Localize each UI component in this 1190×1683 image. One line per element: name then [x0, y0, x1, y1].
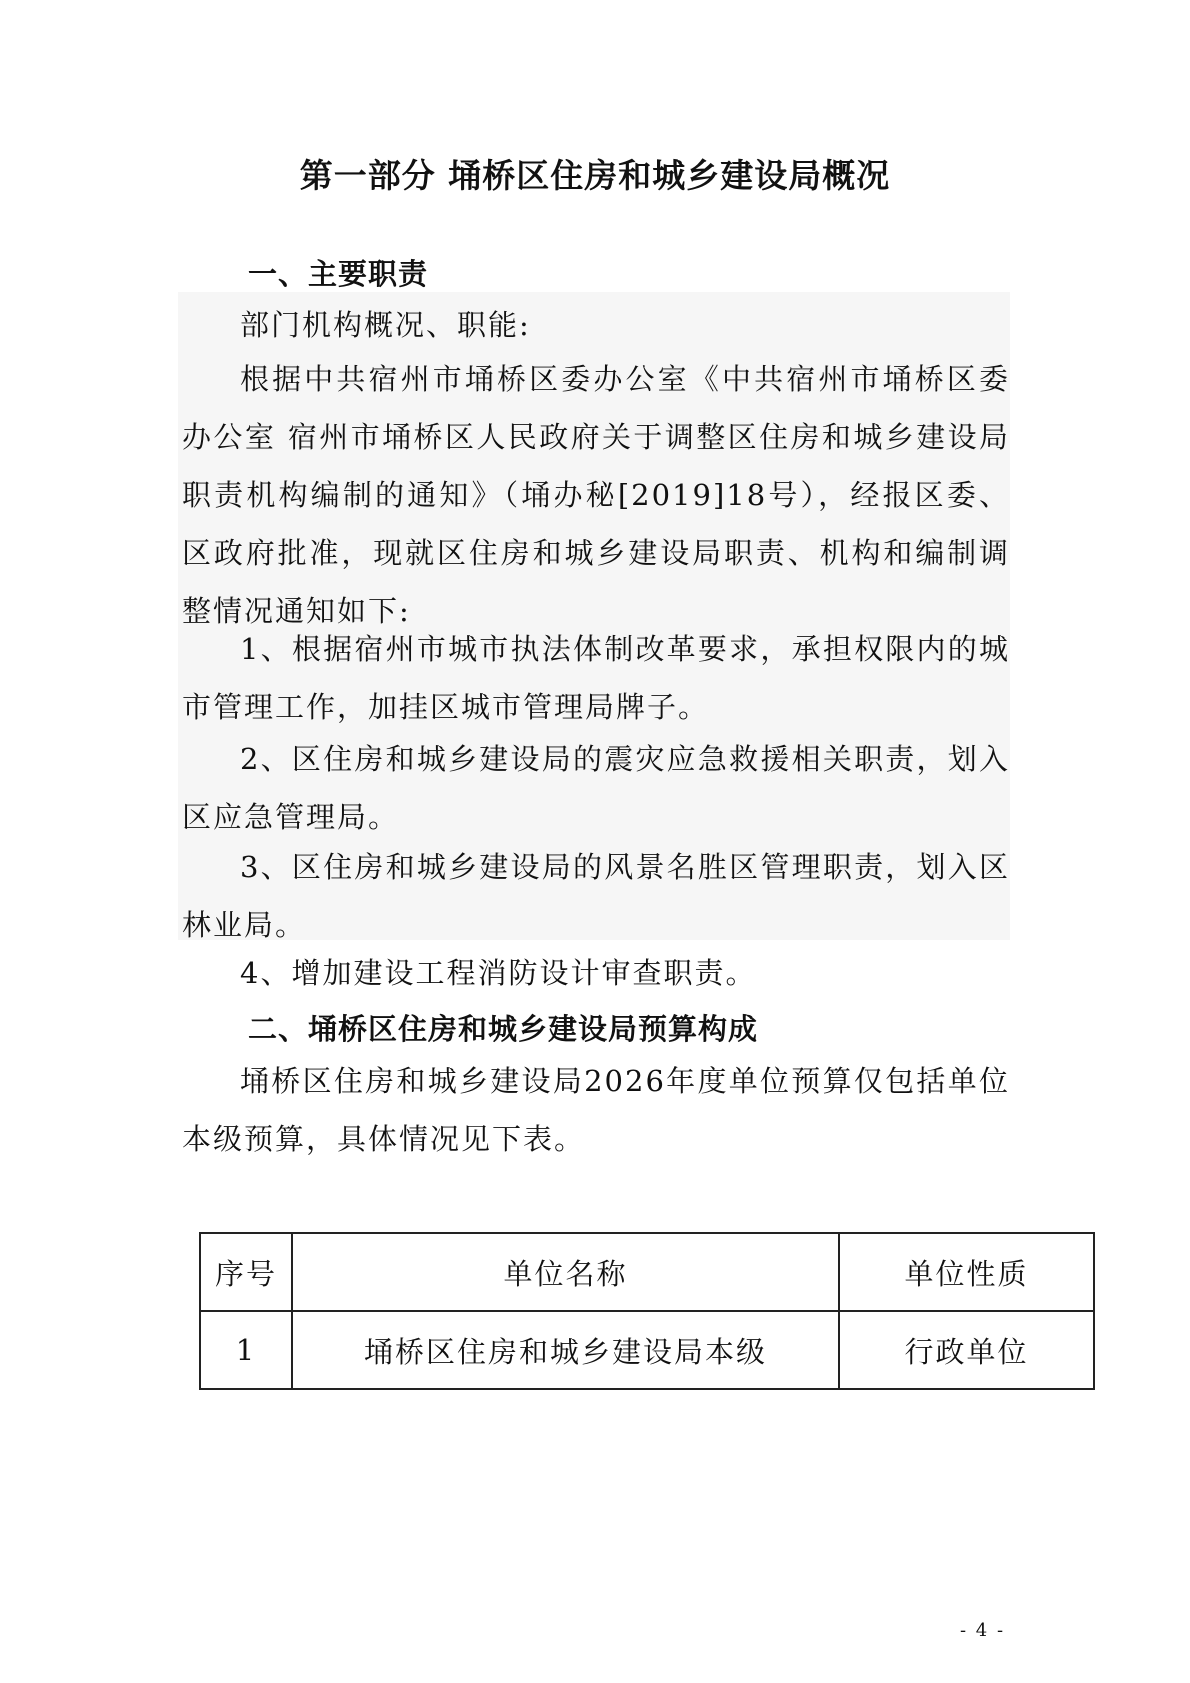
section-heading-budget: 二、埇桥区住房和城乡建设局预算构成 [248, 1012, 759, 1046]
table-header-row [200, 1233, 1094, 1311]
table-header-cell: 单位性质 [839, 1233, 1094, 1311]
table-cell: 行政单位 [839, 1311, 1094, 1389]
table-header-cell: 单位名称 [292, 1233, 839, 1311]
paragraph-budget: 埇桥区住房和城乡建设局2026年度单位预算仅包括单位本级预算，具体情况见下表。 [182, 1064, 1010, 1156]
units-table [199, 1232, 1095, 1390]
paragraph-notice: 根据中共宿州市埇桥区委办公室《中共宿州市埇桥区委办公室 宿州市埇桥区人民政府关于调整区住房和城乡建设局职责机构编制的通知》（埇办秘[2019]18号），经报区委、区政府批准，现就区住房和城乡建设局职责、机构和编制调整情况通知如下: [182, 362, 1010, 628]
table-header-cell: 序号 [200, 1233, 292, 1311]
list-item-duty-1: 1、根据宿州市城市执法体制改革要求，承担权限内的城市管理工作，加挂区城市管理局牌子。 [182, 632, 1010, 724]
list-item-duty-3: 3、区住房和城乡建设局的风景名胜区管理职责，划入区林业局。 [182, 850, 1010, 942]
table-row [200, 1311, 1094, 1389]
paragraph-intro: 部门机构概况、职能: [240, 308, 531, 342]
page-number: - 4 - [960, 1620, 1006, 1641]
page-title: 第一部分 埇桥区住房和城乡建设局概况 [299, 156, 891, 195]
list-item-duty-2: 2、区住房和城乡建设局的震灾应急救援相关职责，划入区应急管理局。 [182, 742, 1010, 834]
table-cell: 1 [200, 1311, 292, 1389]
section-heading-duties: 一、主要职责 [248, 257, 429, 291]
list-item-duty-4: 4、增加建设工程消防设计审查职责。 [240, 956, 757, 990]
table-cell: 埇桥区住房和城乡建设局本级 [292, 1311, 839, 1389]
